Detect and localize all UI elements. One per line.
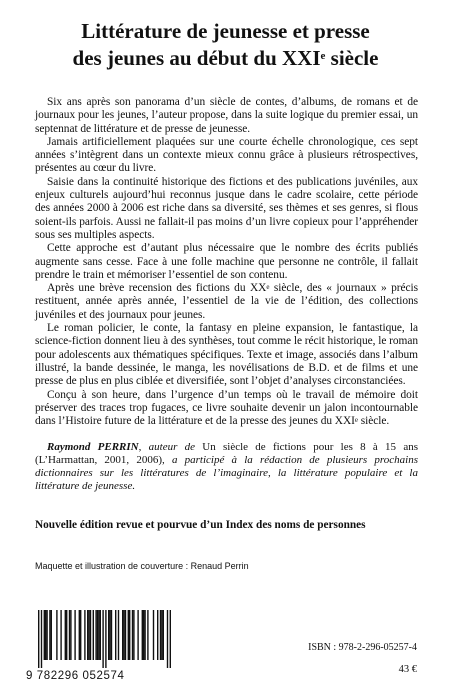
barcode-bar <box>95 610 96 660</box>
barcode-bar <box>123 610 124 660</box>
paragraph-3: Saisie dans la continuité historique des fictions et des publications juvéniles, aux enjeux culturels aujourd’hui reconnus jusque dans le cadre scolaire, cette période des années 2000 à 2006 est riche dans sa diversité, ses thèmes et ses genres, si flous soient-ils parfois. Aussi ne fallait-il pas moins d’un livre copieux pour l’appréhender sous ses multiples aspects. <box>35 175 418 241</box>
author-name: Raymond PERRIN <box>47 441 139 453</box>
cover-credit: Maquette et illustration de couverture : Renaud Perrin <box>35 561 249 571</box>
barcode-bar <box>65 610 66 660</box>
barcode-bar <box>66 610 67 660</box>
barcode-bar <box>93 610 94 660</box>
barcode-bar <box>161 610 162 660</box>
barcode-digits: 9 782296 052574 <box>26 670 125 682</box>
barcode-bar <box>160 610 161 660</box>
author-role: , auteur de <box>138 441 203 453</box>
author-book: Un siècle de fictions pour les 8 à 15 ans (L’Harmattan, 2001, 2006) <box>35 441 418 466</box>
paragraph-5 <box>35 282 418 322</box>
barcode-bar <box>100 610 101 660</box>
isbn: ISBN : 978-2-296-05257-4 <box>308 642 417 653</box>
barcode-bar <box>115 610 116 660</box>
book-title <box>0 18 451 72</box>
paragraph-5-start: Après une brève recension des fictions du XX <box>47 282 267 295</box>
barcode-bar <box>129 610 130 660</box>
barcode-bar <box>51 610 52 660</box>
barcode-bar <box>74 610 75 660</box>
author-rest: , a participé à la rédaction de plusieurs prochains dictionnaires sur les littératures de l’imaginaire, la littérature populaire et la littérature de jeunesse. <box>35 454 418 492</box>
barcode-bar <box>133 610 134 660</box>
barcode-bar <box>46 610 47 660</box>
title-line-2-end: siècle <box>325 46 379 70</box>
summary-text <box>35 96 418 428</box>
barcode-bar <box>109 610 110 660</box>
paragraph-2: Jamais artificiellement plaquées sur une courte échelle chronologique, ces sept années s’intègrent dans un contexte mieux connu grâce à plusieurs rétrospectives, présentes au cœur du livre. <box>35 135 418 175</box>
paragraph-7-sup: e <box>354 416 358 425</box>
barcode-bar <box>49 610 50 660</box>
barcode-bar <box>41 610 42 668</box>
barcode-bar <box>111 610 112 660</box>
barcode-bar <box>163 610 164 660</box>
barcode-bar <box>38 610 39 668</box>
title-line-2-start: des jeunes au début du XXI <box>72 46 321 70</box>
barcode-bar <box>88 610 89 660</box>
barcode-bar <box>147 610 148 660</box>
paragraph-6: Le roman policier, le conte, la fantasy en pleine expansion, le fantastique, la science-fiction donnent lieu à des synthèses, tout comme le récit historique, le roman pour adolescents aux thématiques spécifiques. Texte et image, associés dans l’album illustré, la bande dessinée, le manga, les novélisations de B.D. et de films et une presse de plus en plus ciblée et diversifiée, sont l’objet d’analyses circonstanciées. <box>35 322 418 388</box>
barcode-bar <box>142 610 143 660</box>
barcode-bar <box>122 610 123 660</box>
barcode-bar <box>87 610 88 660</box>
barcode-bar <box>97 610 98 660</box>
barcode-bar <box>170 610 171 668</box>
barcode-bar <box>137 610 138 660</box>
paragraph-4: Cette approche est d’autant plus nécessaire que le nombre des écrits publiés augmente sans cesse. Face à une folle machine que personne ne contrôle, il fallait prendre le train et mémoriser l’essentiel de son contenu. <box>35 242 418 281</box>
barcode-bar <box>143 610 144 660</box>
barcode <box>26 610 176 690</box>
barcode-bar <box>128 610 129 660</box>
barcode-bar <box>102 610 103 668</box>
barcode-bar <box>90 610 91 660</box>
barcode-bar <box>60 610 61 660</box>
barcode-bar <box>125 610 126 660</box>
barcode-bar <box>167 610 168 668</box>
author-bio <box>35 441 418 493</box>
barcode-bar <box>80 610 81 660</box>
title-line-1: Littérature de jeunesse et presse <box>81 19 370 43</box>
barcode-bar <box>118 610 119 660</box>
barcode-bar <box>105 610 106 668</box>
title-line-2 <box>0 45 451 72</box>
title-line-2-sup: e <box>320 50 326 62</box>
edition-note: Nouvelle édition revue et pourvue d’un Index des noms de personnes <box>35 519 366 531</box>
barcode-bar <box>98 610 99 660</box>
barcode-bar <box>45 610 46 660</box>
price: 43 € <box>398 664 417 675</box>
paragraph-1: Six ans après son panorama d’un siècle de contes, d’albums, de romans et de journaux pour les jeunes, l’auteur propose, dans la suite logique du premier essai, un septennat de littérature et de presse de jeunesse. <box>35 96 418 135</box>
barcode-bar <box>44 610 45 660</box>
barcode-bar <box>157 610 158 660</box>
barcode-bar <box>108 610 109 660</box>
barcode-bar <box>84 610 85 660</box>
paragraph-7 <box>35 389 418 429</box>
barcode-bar <box>56 610 57 660</box>
barcode-bar <box>70 610 71 660</box>
paragraph-7-start: Conçu à son heure, dans l’urgence d’un temps où le travail de mémoire doit préserver des traces trop fugaces, ce livre souhaite devenir un jalon incontournable dans l’Histoire future de la littérature et de la presse des jeunes du XXI <box>35 388 418 428</box>
barcode-bar <box>132 610 133 660</box>
paragraph-5-sup: e <box>266 283 270 292</box>
barcode-bar <box>69 610 70 660</box>
barcode-bars <box>26 610 176 670</box>
barcode-bar <box>153 610 154 660</box>
paragraph-5-end: siècle, des « journaux » précis restituent, année après année, l’essentiel de la vie de l’édition, des collections juvéniles et des journaux pour jeunes. <box>35 282 419 321</box>
barcode-bar <box>79 610 80 660</box>
paragraph-7-end: siècle. <box>357 415 390 428</box>
barcode-bar <box>144 610 145 660</box>
